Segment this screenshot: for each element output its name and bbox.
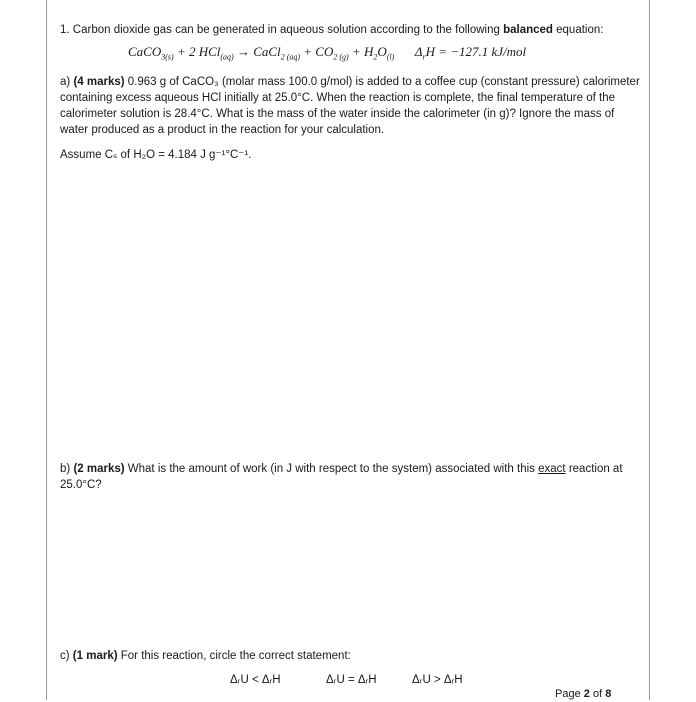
part-b [60,461,640,493]
eq-sub: 2 (aq) [280,52,301,62]
eq-sub: (aq) [220,52,234,62]
part-b-underlined: exact [538,463,566,475]
question-number: 1. [60,24,70,36]
eq-product-1: CaCl [253,44,281,59]
eq-sub: 3(s) [161,52,174,62]
eq-product-3-o: O [377,44,387,59]
page-total: 8 [605,688,612,700]
question-intro [60,22,640,38]
eq-reactant-2: + 2 HCl [176,44,221,59]
part-a-label: a) [60,76,71,88]
part-b-label: b) [60,463,71,475]
intro-bold-word: balanced [503,24,553,36]
eq-arrow: → [236,44,250,59]
page-margin [0,0,46,700]
part-b-text: What is the amount of work (in J with respect to the system) associated with this [127,463,535,475]
choice-less-than[interactable]: ΔᵣU < ΔᵣH [230,674,281,686]
eq-sub: r [422,52,426,62]
part-c-label: c) [60,650,70,662]
part-a-assumption: Assume Cₛ of H₂O = 4.184 J g⁻¹°C⁻¹. [60,149,252,161]
chemical-equation [128,44,648,66]
part-a-text: 0.963 g of CaCO₃ (molar mass 100.0 g/mol) is added to a coffee cup (constant pressure) calorimeter containing excess aqueous HCl initially at 25.0°C. When the reaction is complete, the final temperature of the calorimeter solution is 28.4°C. What is the mass of the water inside the calorimeter (in g)? Ignore the mass of water produced as a product in the reaction for your calculation. [60,76,640,136]
eq-sub: 2 [373,52,378,62]
intro-text: Carbon dioxide gas can be generated in aqueous solution according to the following [72,24,500,36]
part-c-choices [60,672,640,688]
part-b-suffix: reaction at 25.0°C? [60,463,623,491]
choice-equal[interactable]: ΔᵣU = ΔᵣH [326,674,377,686]
choice-greater-than[interactable]: ΔᵣU > ΔᵣH [412,674,463,686]
eq-delta: Δ [414,44,423,59]
page-current: 2 [583,688,590,700]
part-a [60,74,640,138]
part-a-marks: (4 marks) [73,76,125,88]
page-of: of [592,688,603,700]
eq-product-2: + CO [303,44,334,59]
part-b-marks: (2 marks) [73,463,125,475]
eq-reactant-1: CaCO [128,44,162,59]
part-c-text: For this reaction, circle the correct statement: [120,650,351,662]
part-c [60,648,640,664]
intro-suffix: equation: [556,24,604,36]
eq-enthalpy: H = −127.1 kJ/mol [425,44,527,59]
page-prefix: Page [555,688,581,700]
eq-product-3: + H [351,44,374,59]
eq-sub: (l) [386,52,395,62]
eq-sub: 2 (g) [333,52,349,62]
part-c-marks: (1 mark) [72,650,118,662]
